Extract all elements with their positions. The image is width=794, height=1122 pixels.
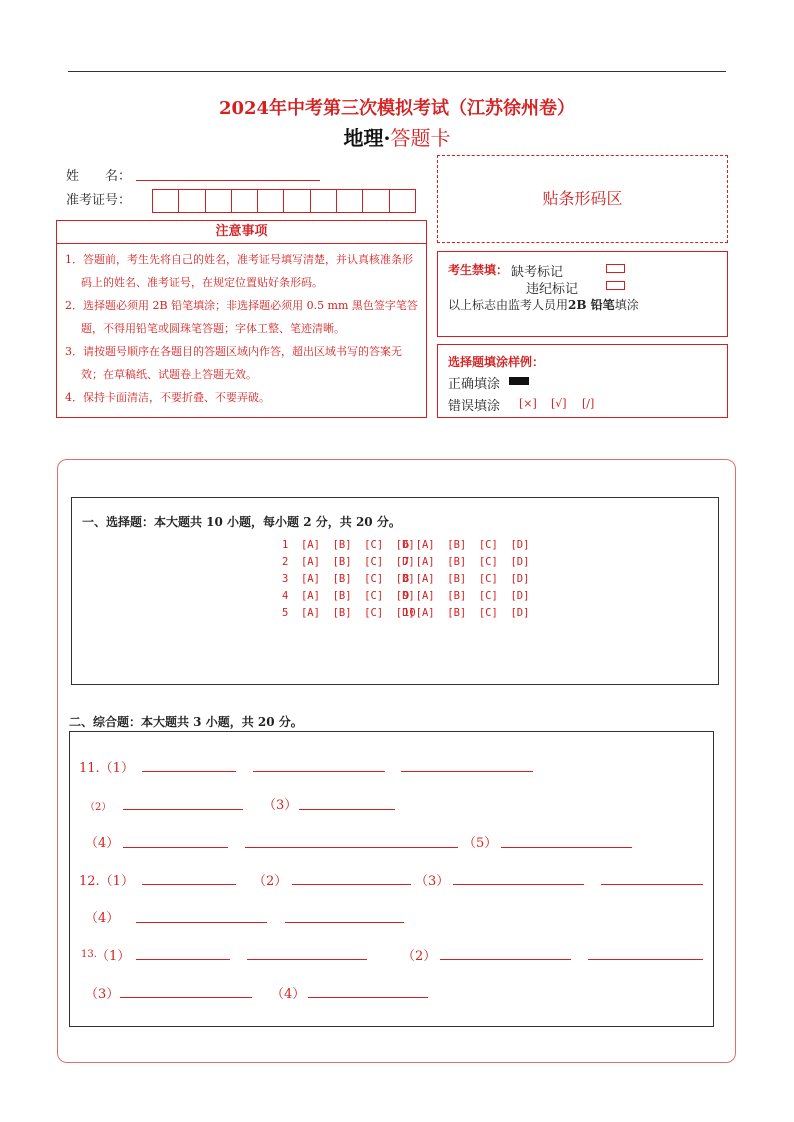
notice-item: 4．保持卡面清洁，不要折叠、不要弄破。: [65, 391, 270, 404]
section2-heading: 二、综合题：本大题共 3 小题，共 20 分。: [69, 715, 303, 729]
proctor-note: [448, 296, 639, 313]
q12-2-label: （2）: [253, 874, 288, 889]
q11-1-blank-3[interactable]: [401, 771, 533, 772]
page-title: 2024年中考第三次模拟考试（江苏徐州卷）: [218, 98, 576, 119]
correct-fill-mark: [509, 377, 529, 385]
absent-mark-label: 缺考标记: [511, 265, 564, 280]
exam-id-digit-box[interactable]: [390, 190, 415, 212]
q12-1-label: 12.（1）: [79, 874, 134, 889]
mc-row-8[interactable]: 8 [A] [B] [C] [D]: [403, 573, 530, 585]
proctor-note-suffix: 填涂: [614, 298, 639, 312]
card-type: 答题卡: [390, 126, 451, 150]
exam-id-grid[interactable]: [152, 189, 416, 213]
q11-4-blank[interactable]: [123, 847, 228, 848]
notice-panel: [56, 220, 427, 418]
mc-row-9[interactable]: 9 [A] [B] [C] [D]: [403, 590, 530, 602]
mc-row-6[interactable]: 6 [A] [B] [C] [D]: [403, 539, 530, 551]
q12-1-blank[interactable]: [142, 884, 236, 885]
multiple-choice-section: [71, 497, 719, 685]
exam-id-digit-box[interactable]: [153, 190, 179, 212]
q13-3-label: （3）: [85, 987, 120, 1002]
q12-3-blank-2[interactable]: [601, 884, 703, 885]
q11-1-blank[interactable]: [142, 771, 236, 772]
notice-item: 2．选择题必须用 2B 铅笔填涂；非选择题必须用 0.5 mm 黑色签字笔答题，不得用铅笔或圆珠笔答题；字体工整、笔迹清晰。: [65, 299, 418, 335]
q13-2-blank[interactable]: [440, 959, 571, 960]
q13-1-blank-2[interactable]: [247, 959, 367, 960]
fill-example-panel: [437, 344, 728, 418]
top-rule: [68, 71, 726, 72]
proctor-note-prefix: 以上标志由监考人员用: [448, 298, 569, 312]
separator-dot: ·: [383, 126, 391, 150]
comprehensive-section: [69, 731, 714, 1027]
q11-2-blank[interactable]: [123, 809, 243, 810]
page-subtitle: [0, 122, 794, 151]
q11-5-label: （5）: [463, 836, 498, 851]
q13-1-blank[interactable]: [136, 959, 230, 960]
proctor-only-title: 考生禁填：: [448, 263, 509, 277]
wrong-mark-slash: [/]: [582, 397, 595, 410]
exam-id-label: 准考证号：: [66, 193, 132, 208]
q11-1-label: 11.（1）: [79, 761, 134, 776]
notice-item: 1．答题前，考生先将自己的姓名，准考证号填写清楚，并认真核准条形码上的姓名、准考证号，在规定位置贴好条形码。: [65, 253, 413, 289]
mc-row-10[interactable]: 10[A] [B] [C] [D]: [403, 607, 530, 619]
mc-row-5[interactable]: 5 [A] [B] [C] [D]: [282, 607, 415, 619]
violation-mark-label: 违纪标记: [526, 282, 579, 297]
q13-3-blank[interactable]: [120, 997, 252, 998]
mc-row-3[interactable]: 3 [A] [B] [C] [D]: [282, 573, 415, 585]
exam-id-digit-box[interactable]: [337, 190, 363, 212]
q13-2-label: （2）: [402, 949, 437, 964]
q11-4-blank-2[interactable]: [245, 847, 458, 848]
mc-row-2[interactable]: 2 [A] [B] [C] [D]: [282, 556, 415, 568]
q11-2-label: （2）: [85, 802, 112, 813]
fill-example-title: 选择题填涂样例：: [448, 355, 545, 369]
exam-id-digit-box[interactable]: [232, 190, 258, 212]
q13-2-blank-2[interactable]: [588, 959, 703, 960]
q11-3-blank[interactable]: [299, 809, 395, 810]
absent-mark-box[interactable]: [606, 264, 625, 273]
q13-number: 13.: [81, 949, 97, 960]
q12-4-blank-2[interactable]: [285, 922, 404, 923]
mc-row-7[interactable]: 7 [A] [B] [C] [D]: [403, 556, 530, 568]
name-field[interactable]: [136, 180, 320, 181]
subject-name: 地理: [343, 126, 384, 150]
correct-fill-label: 正确填涂: [448, 377, 501, 392]
wrong-fill-label: 错误填涂: [448, 399, 501, 414]
q12-2-blank[interactable]: [292, 884, 411, 885]
exam-id-digit-box[interactable]: [206, 190, 232, 212]
q13-4-blank[interactable]: [308, 997, 428, 998]
notice-item: 3．请按题号顺序在各题目的答题区域内作答，超出区域书写的答案无效；在草稿纸、试题卷上答题无效。: [65, 345, 402, 381]
exam-id-digit-box[interactable]: [179, 190, 205, 212]
proctor-note-bold: 2B 铅笔: [568, 298, 615, 312]
name-label: 姓 名：: [66, 169, 132, 184]
q13-1-label: （1）: [96, 949, 131, 964]
q12-4-label: （4）: [85, 911, 120, 926]
section1-heading: 一、选择题：本大题共 10 小题，每小题 2 分，共 20 分。: [82, 515, 401, 529]
q11-3-label: （3）: [263, 798, 298, 813]
notice-title: 注意事项: [57, 221, 426, 244]
wrong-mark-check: [√]: [551, 397, 567, 410]
violation-mark-box[interactable]: [606, 281, 625, 290]
proctor-only-panel: [437, 251, 728, 337]
q11-4-label: （4）: [85, 836, 120, 851]
q11-1-blank-2[interactable]: [253, 771, 385, 772]
q11-5-blank[interactable]: [501, 847, 632, 848]
barcode-area: 贴条形码区: [437, 155, 728, 243]
q12-3-blank[interactable]: [453, 884, 584, 885]
q12-3-label: （3）: [415, 874, 450, 889]
exam-id-digit-box[interactable]: [363, 190, 389, 212]
exam-id-digit-box[interactable]: [258, 190, 284, 212]
mc-row-4[interactable]: 4 [A] [B] [C] [D]: [282, 590, 415, 602]
wrong-mark-cross: [×]: [519, 397, 537, 410]
q13-4-label: （4）: [271, 987, 306, 1002]
exam-id-digit-box[interactable]: [284, 190, 310, 212]
exam-id-digit-box[interactable]: [311, 190, 337, 212]
q12-4-blank[interactable]: [136, 922, 267, 923]
mc-row-1[interactable]: 1 [A] [B] [C] [D]: [282, 539, 415, 551]
